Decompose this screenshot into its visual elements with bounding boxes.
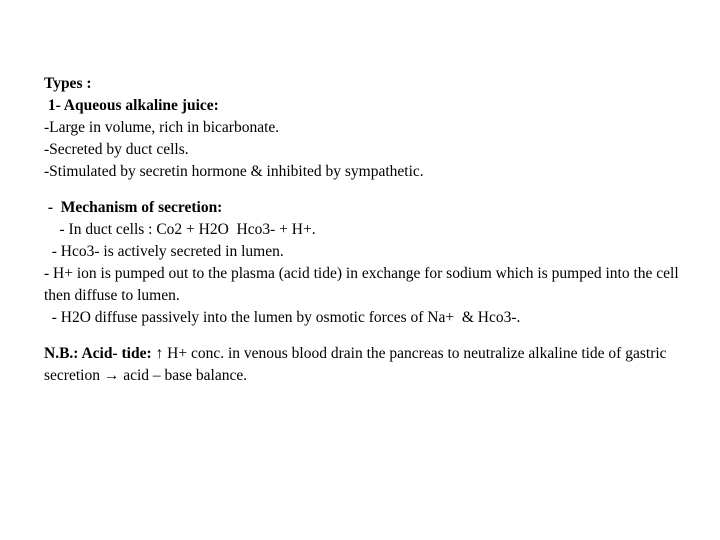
types-line-volume: -Large in volume, rich in bicarbonate. (44, 119, 280, 136)
mechanism-line-duct-cells: - In duct cells : Co2 + H2O Hco3- + H+. (44, 221, 316, 238)
types-line-stimulated: -Stimulated by secretin hormone & inhibited by sympathetic. (44, 163, 424, 180)
note-paragraph (44, 343, 704, 387)
types-heading: Types : (44, 75, 92, 92)
section-spacer (44, 329, 704, 343)
mechanism-line-h2o: - H2O diffuse passively into the lumen by osmotic forces of Na+ & Hco3-. (44, 309, 521, 326)
mechanism-line-hco3: - Hco3- is actively secreted in lumen. (44, 243, 284, 260)
note-label: N.B.: Acid- tide: (44, 345, 152, 362)
types-subheading: 1- Aqueous alkaline juice: (44, 97, 219, 114)
slide-body (44, 73, 704, 387)
mechanism-paragraph-h-ion: - H+ ion is pumped out to the plasma (acid tide) in exchange for sodium which is pumped into the cell then diffuse to lumen. (44, 265, 679, 304)
note-text: ↑ H+ conc. in venous blood drain the pancreas to neutralize alkaline tide of gastric secretion → acid – base balance. (44, 345, 667, 384)
mechanism-heading: - Mechanism of secretion: (44, 199, 223, 216)
section-spacer (44, 183, 704, 197)
types-line-secreted: -Secreted by duct cells. (44, 141, 189, 158)
